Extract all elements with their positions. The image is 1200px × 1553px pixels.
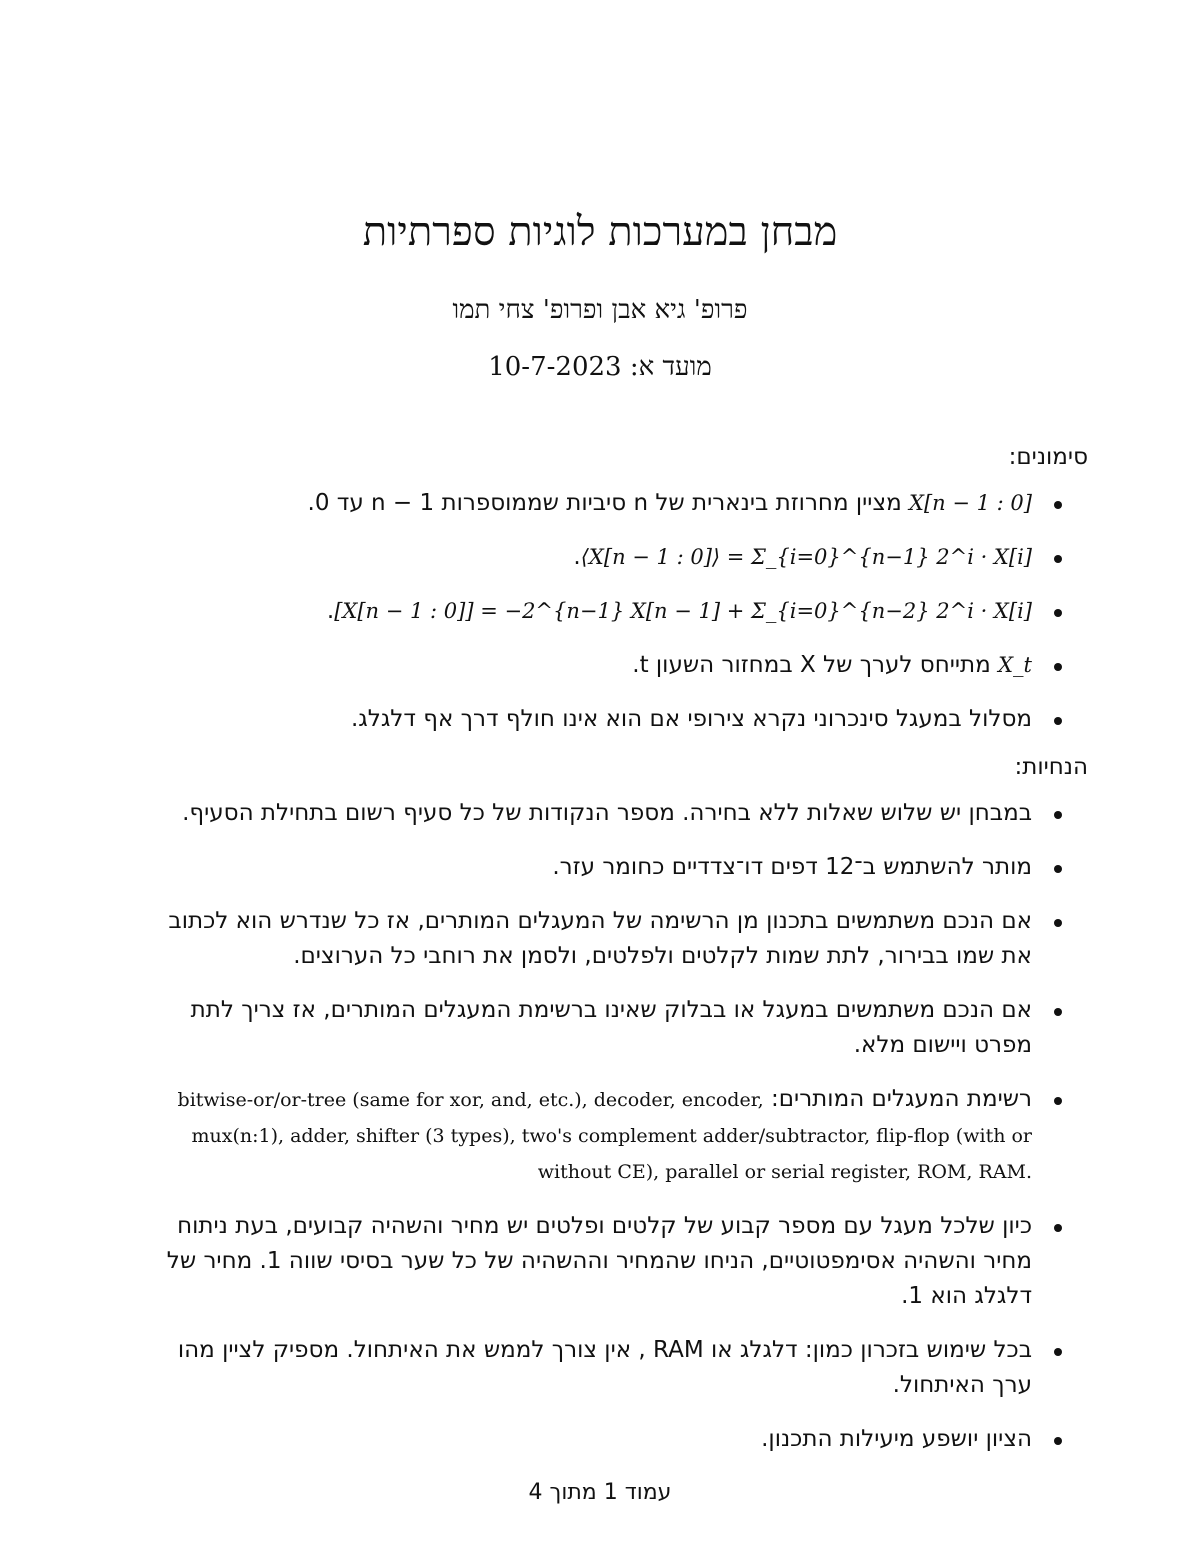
instructions-heading: הנחיות: bbox=[1014, 754, 1088, 780]
bullet-icon bbox=[1054, 1437, 1062, 1445]
bullet-icon bbox=[1054, 609, 1062, 617]
notation-text: מתייחס לערך של X במחזור השעון t. bbox=[632, 652, 999, 678]
instruction-text: בכל שימוש בזכרון כמון: דלגלג או RAM , אין צורך לממש את האיתחול. מספיק לציין מהו ערך האיתחול. bbox=[177, 1337, 1032, 1398]
instruction-item-allowed-circuits bbox=[162, 1082, 1062, 1190]
notation-item bbox=[162, 540, 1062, 575]
bullet-icon bbox=[1054, 919, 1062, 927]
instruction-item bbox=[162, 1422, 1062, 1457]
instruction-text: אם הנכם משתמשים בתכנון מן הרשימה של המעגלים המותרים, אז כל שנדרש הוא לכתוב את שמו בבירור, לתת שמות לקלטים ולפלטים, ולסמן את רוחבי כל הערוצים. bbox=[168, 908, 1032, 969]
notation-math: X[n − 1 : 0] bbox=[909, 491, 1032, 515]
bullet-icon bbox=[1054, 555, 1062, 563]
notation-math: ⟨X[n − 1 : 0]⟩ = Σ_{i=0}^{n−1} 2^i · X[i] bbox=[580, 545, 1032, 569]
notation-item bbox=[162, 702, 1062, 737]
notation-item bbox=[162, 648, 1062, 683]
instruction-item bbox=[162, 993, 1062, 1063]
bullet-icon bbox=[1054, 865, 1062, 873]
instruction-text: מותר להשתמש ב־12 דפים דו־צדדיים כחומר עזר. bbox=[552, 854, 1032, 880]
instruction-item bbox=[162, 1333, 1062, 1403]
notation-text: מסלול במעגל סינכרוני נקרא צירופי אם הוא אינו חולף דרך אף דלגלג. bbox=[350, 706, 1032, 732]
notation-text: מציין מחרוזת בינארית של n סיביות שממוספרות n − 1 עד 0. bbox=[307, 490, 910, 516]
notations-list bbox=[162, 486, 1062, 737]
instructions-list bbox=[162, 796, 1062, 1457]
bullet-icon bbox=[1054, 1224, 1062, 1232]
instruction-text: כיון שלכל מעגל עם מספר קבוע של קלטים ופלטים יש מחיר והשהיה קבועים, בעת ניתוח מחיר והשהיה אסימפטוטיים, הניחו שהמחיר וההשהיה של כל שער בסיסי שווה 1. מחיר של דלגלג הוא 1. bbox=[166, 1213, 1032, 1309]
notation-item bbox=[162, 486, 1062, 521]
instruction-text: הציון יושפע מיעילות התכנון. bbox=[761, 1426, 1032, 1452]
instruction-item bbox=[162, 904, 1062, 974]
page-footer: עמוד 1 מתוך 4 bbox=[528, 1480, 672, 1505]
notations-heading: סימונים: bbox=[1008, 444, 1088, 470]
bullet-icon bbox=[1054, 501, 1062, 509]
authors-line: פרופ' גיא אבן ופרופ' צחי תמו bbox=[452, 295, 748, 325]
instruction-item bbox=[162, 850, 1062, 885]
bullet-icon bbox=[1054, 717, 1062, 725]
instruction-item bbox=[162, 796, 1062, 831]
bullet-icon bbox=[1054, 1097, 1062, 1105]
notation-math: [X[n − 1 : 0]] = −2^{n−1} X[n − 1] + Σ_{i=0}^{n−2} 2^i · X[i] bbox=[334, 599, 1032, 623]
notation-math: X_t bbox=[998, 653, 1032, 677]
notation-text: . bbox=[326, 598, 335, 624]
instruction-text: אם הנכם משתמשים במעגל או בבלוק שאינו ברשימת המעגלים המותרים, אז צריך לתת מפרט ויישום מלא. bbox=[190, 997, 1032, 1058]
bullet-icon bbox=[1054, 663, 1062, 671]
exam-session-date: מועד א: 10-7-2023 bbox=[488, 352, 712, 382]
notation-text: . bbox=[573, 544, 581, 570]
bullet-icon bbox=[1054, 1008, 1062, 1016]
notation-item bbox=[162, 594, 1062, 629]
bullet-icon bbox=[1054, 1348, 1062, 1356]
bullet-icon bbox=[1054, 811, 1062, 819]
instruction-text: במבחן יש שלוש שאלות ללא בחירה. מספר הנקודות של כל סעיף רשום בתחילת הסעיף. bbox=[182, 800, 1032, 826]
allowed-circuits-label: רשימת המעגלים המותרים: bbox=[771, 1086, 1032, 1112]
instruction-item bbox=[162, 1209, 1062, 1314]
document-title: מבחן במערכות לוגיות ספרתיות bbox=[362, 209, 838, 255]
allowed-circuits-list: bitwise-or/or-tree (same for xor, and, etc.), decoder, encoder, mux(n:1), adder, shifter (3 types), two's complement adder/subtractor, flip-flop (with or without CE), parallel or serial register, ROM, RAM. bbox=[177, 1089, 1032, 1183]
